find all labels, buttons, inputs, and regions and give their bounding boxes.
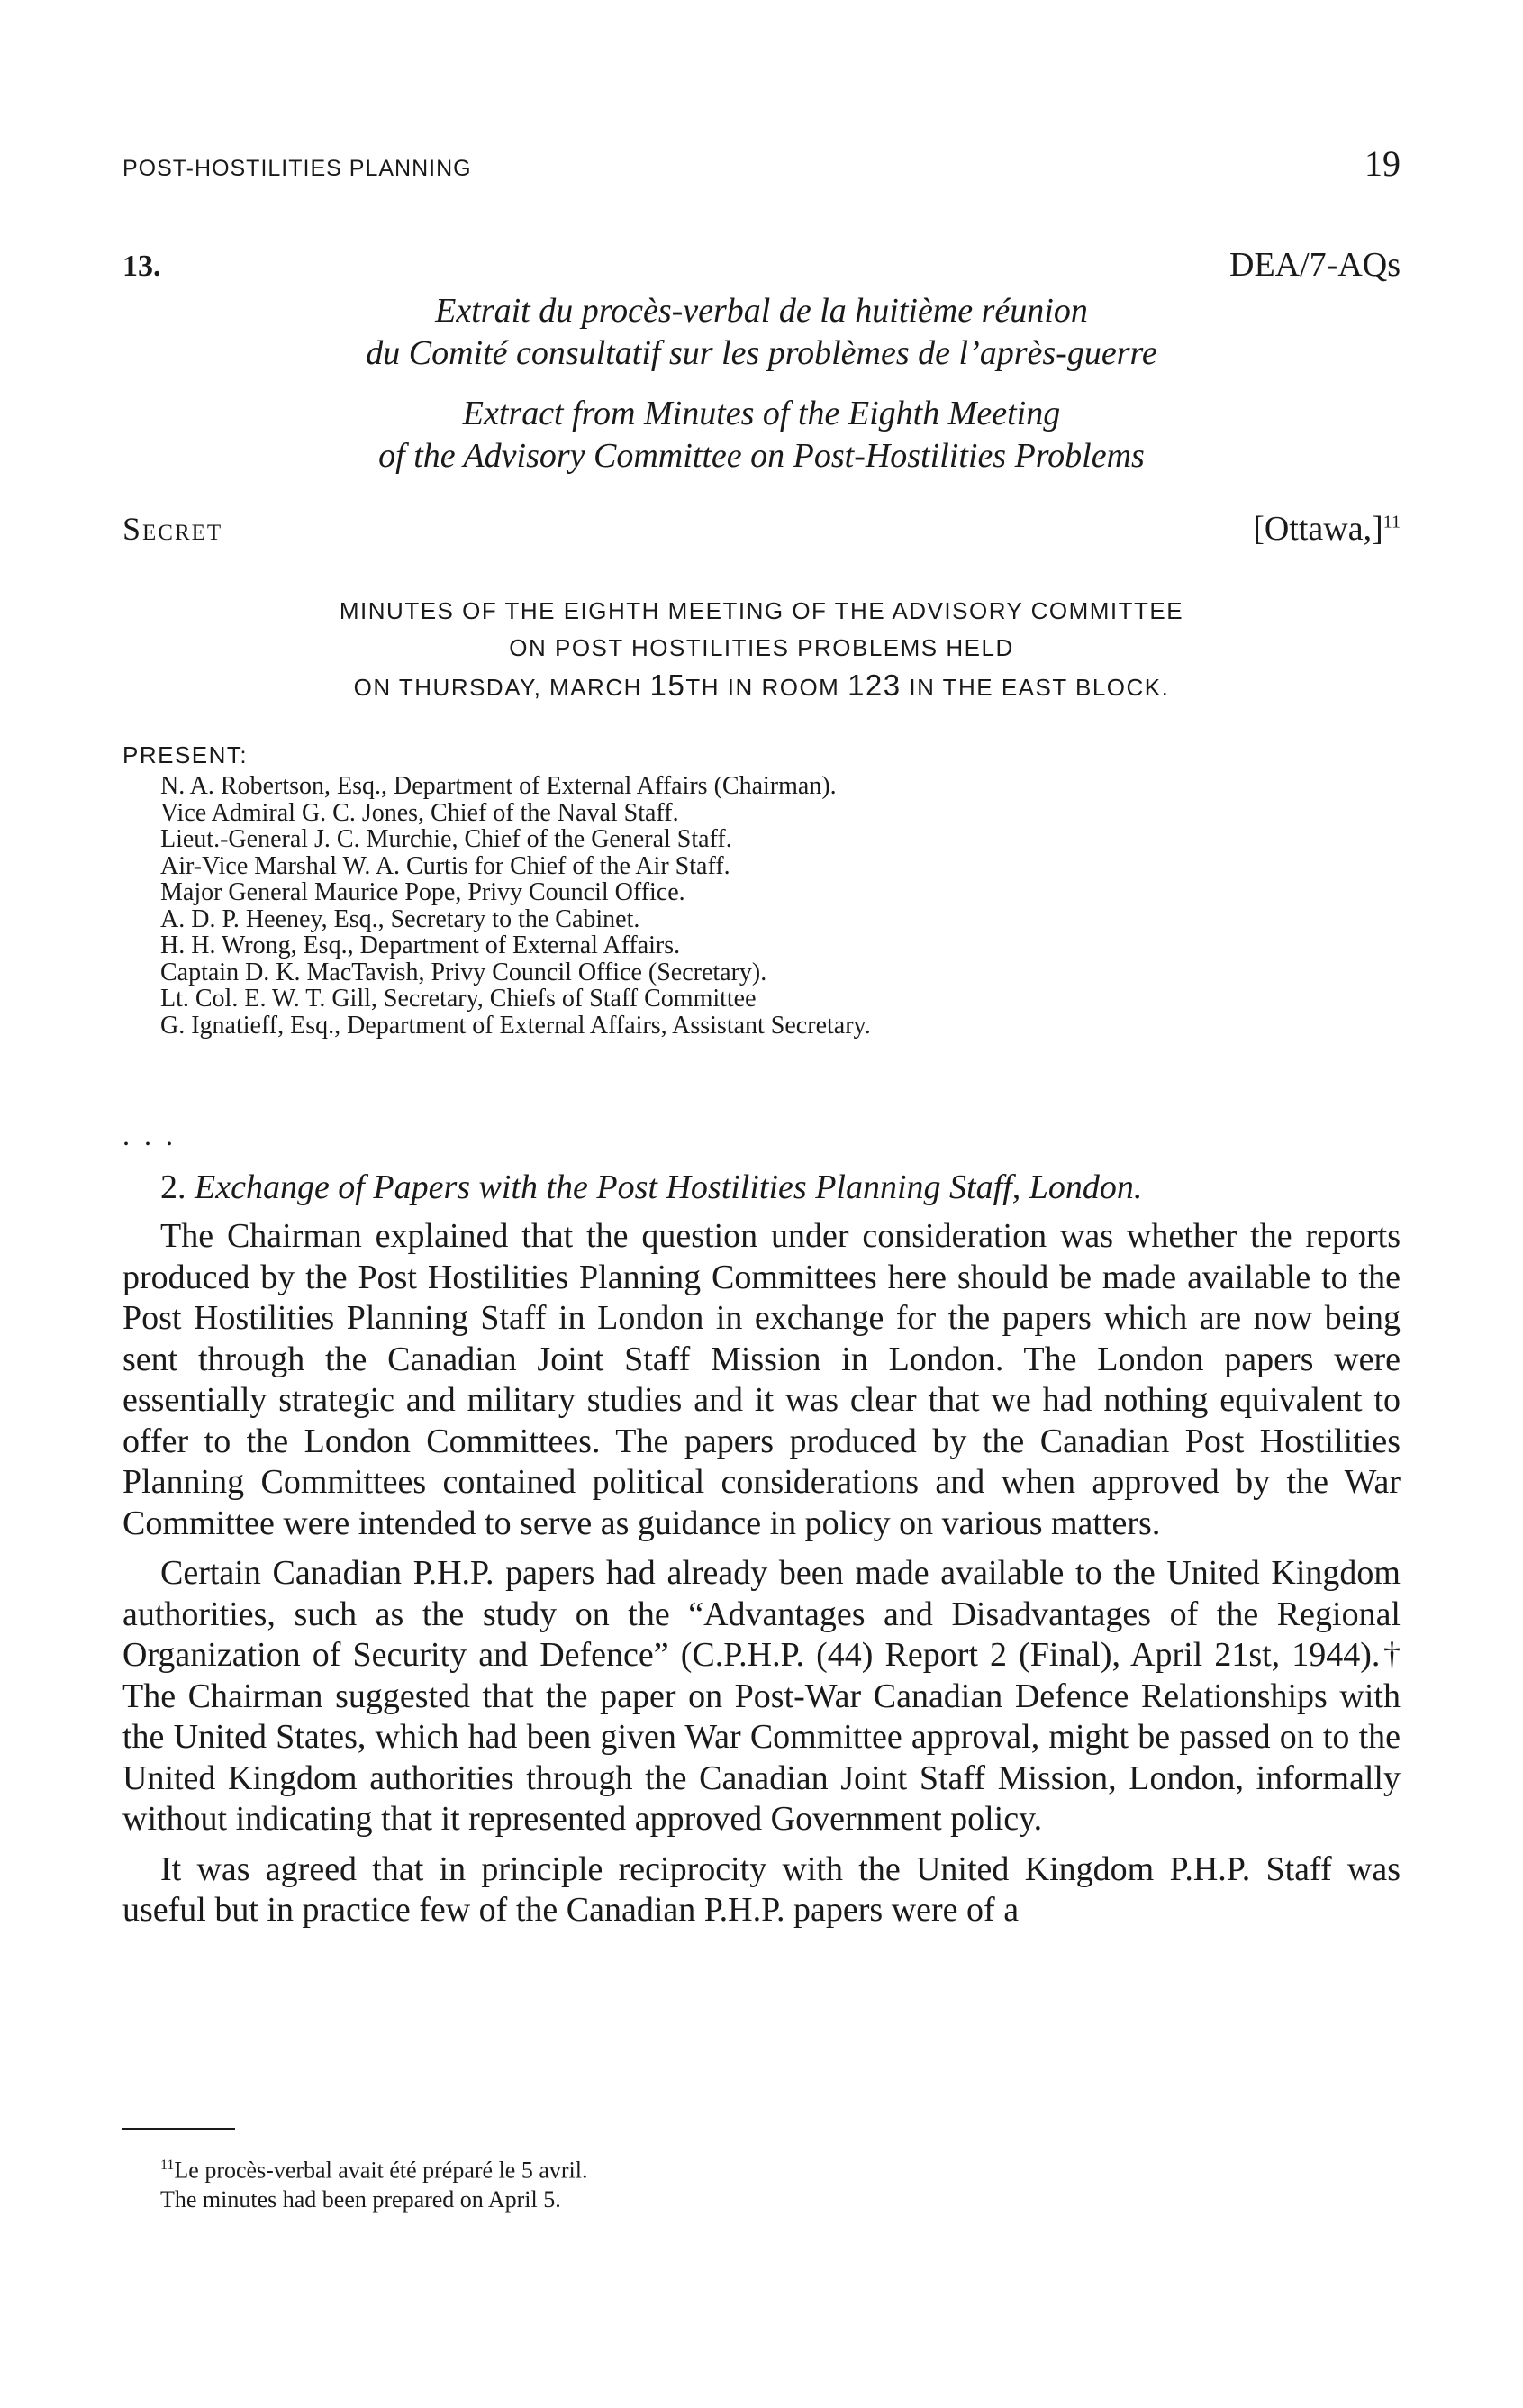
present-member: Air-Vice Marshal W. A. Curtis for Chief of the Air Staff. [160,851,730,880]
minutes-heading-line-3b: 15 [649,668,686,702]
place-footnote-marker: 11 [1382,512,1401,532]
omission-ellipsis: . . . [122,1119,177,1151]
present-member: Captain D. K. MacTavish, Privy Council Office (Secretary). [160,958,767,986]
document-titles [122,290,1401,477]
title-fr-line-2: du Comité consultatif sur les problèmes de l’après-guerre [366,334,1157,372]
present-list [160,773,1401,1039]
place-text: [Ottawa,] [1253,510,1383,548]
paragraph: The Chairman explained that the question under consideration was whether the reports produced by the Post Hostilities Planning Committees here should be made available to the Post Hostilities Planning Staff in London in exchange for the papers which are now being sent through the Canadian Joint Staff Mission in London. The London papers were essentially strategic and military studies and it was clear that we had nothing equivalent to offer to the London Committees. The papers produced by the Canadian Post Hostilities Planning Committees contained political considerations and when approved by the War Committee were intended to serve as guidance in policy on various matters. [122,1217,1401,1542]
minutes-heading-line-3 [122,667,1401,706]
present-member: H. H. Wrong, Esq., Department of External Affairs. [160,931,681,959]
present-member: G. Ignatieff, Esq., Department of External Affairs, Assistant Secretary. [160,1011,871,1040]
title-en-line-2: of the Advisory Committee on Post-Hostilities Problems [378,437,1145,475]
present-member: Major General Maurice Pope, Privy Council Office. [160,878,685,906]
minutes-heading-line-3d: 123 [848,668,902,702]
footnote-rule [122,2128,235,2130]
footnote-marker: 11 [160,2158,175,2173]
document-number: 13. [122,250,161,283]
minutes-heading-line-2: ON POST HOSTILITIES PROBLEMS HELD [509,634,1014,661]
paragraph: Certain Canadian P.H.P. papers had already been made available to the United Kingdom authorities, such as the study on the “Advantages and Disadvantages of the Regional Organization of Security and Defence” (C.P.H.P. (44) Report 2 (Final), April 21st, 1944).† The Chairman suggested that the paper on Post-War Canadian Defence Relationships with the United States, which had been given War Committee approval, might be passed on to the United Kingdom authorities through the Canadian Joint Staff Mission, London, informally without indicating that it represented approved Government policy. [122,1554,1401,1838]
paragraph: It was agreed that in principle reciprocity with the United Kingdom P.H.P. Staff was useful but in practice few of the Canadian P.H.P. papers were of a [122,1849,1401,1929]
page-number: 19 [1364,143,1401,184]
footnote-en: The minutes had been prepared on April 5. [160,2185,561,2213]
minutes-heading-line-3e: IN THE EAST BLOCK. [901,674,1170,701]
title-fr-line-1: Extrait du procès-verbal de la huitième réunion [435,292,1088,330]
minutes-heading-line-3c: TH IN ROOM [685,674,848,701]
minutes-heading-line-3a: ON THURSDAY, MARCH [353,674,650,701]
footnote-fr [160,2151,1401,2185]
present-member: Lieut.-General J. C. Murchie, Chief of the General Staff. [160,825,732,853]
present-member: Lt. Col. E. W. T. Gill, Secretary, Chiefs of Staff Committee [160,985,757,1013]
present-member: N. A. Robertson, Esq., Department of External Affairs (Chairman). [160,772,837,800]
place [1253,509,1401,549]
section-heading [160,1167,1401,1208]
running-head-title: POST-HOSTILITIES PLANNING [122,156,472,181]
running-head [122,142,1401,185]
classification: Secret [122,511,223,547]
body-text [122,1216,1401,1940]
present-member: A. D. P. Heeney, Esq., Secretary to the Cabinet. [160,904,640,933]
present-member: Vice Admiral G. C. Jones, Chief of the Naval Staff. [160,798,679,827]
section-number: 2. [160,1168,186,1206]
present-label: PRESENT: [122,741,249,768]
classification-line [122,509,1401,549]
section-title: Exchange of Papers with the Post Hostilities Planning Staff, London. [195,1168,1143,1206]
footnotes [160,2151,1401,2214]
document-reference: DEA/7-AQs [1229,246,1401,284]
minutes-heading [122,593,1401,706]
title-en-line-1: Extract from Minutes of the Eighth Meeting [462,395,1061,432]
footnote-fr-text: Le procès-verbal avait été préparé le 5 avril. [174,2157,588,2184]
minutes-heading-line-1: MINUTES OF THE EIGHTH MEETING OF THE ADVISORY COMMITTEE [339,597,1184,624]
document-header [122,245,1401,285]
